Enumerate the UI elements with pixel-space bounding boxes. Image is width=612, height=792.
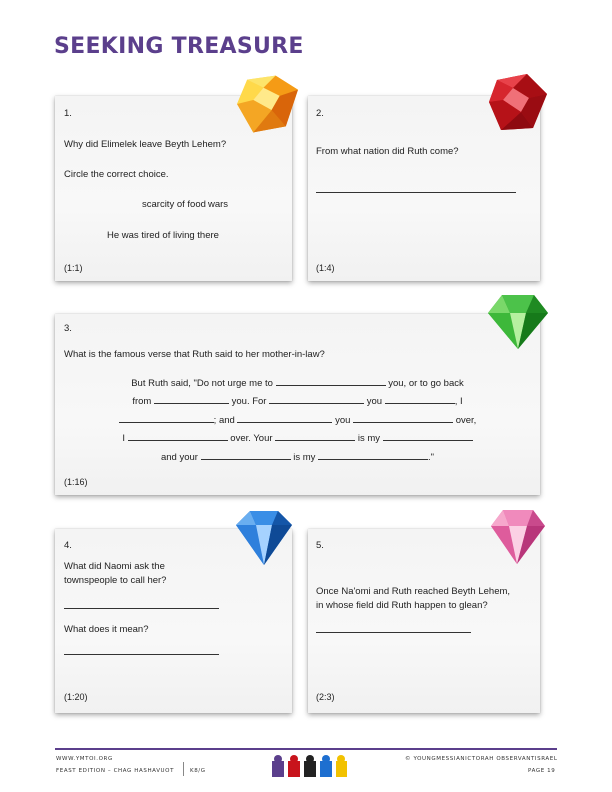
scripture-reference: (1:1)	[64, 263, 83, 273]
answer-line[interactable]	[64, 654, 219, 655]
answer-blank[interactable]	[154, 395, 229, 404]
answer-line[interactable]	[316, 632, 471, 633]
verse-line-4	[55, 432, 540, 445]
question-text: Why did Elimelek leave Beyth Lehem?	[64, 139, 227, 150]
verse-text: ."	[428, 452, 435, 463]
verse-text: I	[122, 433, 125, 444]
page-title: SEEKING TREASURE	[54, 34, 304, 59]
pink-gem-icon	[487, 506, 549, 568]
answer-blank[interactable]	[353, 414, 453, 423]
verse-text: over,	[455, 415, 477, 426]
answer-line[interactable]	[64, 608, 219, 609]
footer-divider	[55, 748, 557, 750]
answer-blank[interactable]	[128, 432, 228, 441]
blue-gem-icon	[232, 507, 296, 569]
answer-blank[interactable]	[201, 451, 291, 460]
scripture-reference: (1:4)	[316, 263, 335, 273]
verse-line-1	[55, 377, 540, 390]
verse-text: is my	[293, 452, 316, 463]
verse-line-2	[55, 395, 540, 408]
verse-line-3	[55, 414, 540, 427]
answer-blank[interactable]	[383, 432, 473, 441]
question-number: 1.	[64, 108, 72, 119]
verse-text: But Ruth said, "Do not urge me to	[131, 378, 273, 389]
choice-scarcity-of-food[interactable]: scarcity of food	[142, 199, 206, 210]
logo-icon	[268, 753, 350, 779]
page-number: PAGE 19	[528, 768, 556, 774]
red-gem-icon	[487, 72, 549, 134]
footer-edition: FEAST EDITION – CHAG HASHAVUOT	[56, 768, 175, 774]
verse-text: and your	[160, 452, 198, 463]
question-text-line-2: townspeople to call her?	[64, 575, 167, 586]
answer-blank[interactable]	[269, 395, 364, 404]
verse-text: you	[366, 396, 383, 407]
verse-text: , I	[454, 396, 463, 407]
answer-blank[interactable]	[385, 395, 455, 404]
verse-text: over. Your	[230, 433, 273, 444]
footer-website-link[interactable]: WWW.YMTOI.ORG	[56, 756, 113, 762]
verse-text: from	[132, 396, 152, 407]
verse-text: ; and	[213, 415, 235, 426]
question-text: From what nation did Ruth come?	[316, 146, 459, 157]
question-text: What is the famous verse that Ruth said to her mother-in-law?	[64, 349, 325, 360]
answer-blank[interactable]	[276, 377, 386, 386]
instruction-text: Circle the correct choice.	[64, 169, 169, 180]
footer-copyright: © YOUNGMESSIANICTORAH OBSERVANTISRAEL	[405, 756, 558, 762]
footer-separator	[183, 762, 184, 776]
choice-wars[interactable]: wars	[208, 199, 229, 210]
question-number: 2.	[316, 108, 324, 119]
question-text-line-2: in whose field did Ruth happen to glean?	[316, 600, 488, 611]
choice-tired-of-living[interactable]: He was tired of living there	[107, 230, 219, 241]
verse-text: you, or to go back	[388, 378, 464, 389]
verse-text: is my	[357, 433, 380, 444]
answer-blank[interactable]	[318, 451, 428, 460]
answer-line[interactable]	[316, 192, 516, 193]
verse-line-5	[55, 451, 540, 464]
question-number: 4.	[64, 540, 72, 551]
green-gem-icon	[484, 291, 552, 351]
question-number: 5.	[316, 540, 324, 551]
scripture-reference: (2:3)	[316, 692, 335, 702]
footer-grade: K8/G	[190, 768, 206, 774]
verse-text: you	[335, 415, 351, 426]
yellow-gem-icon	[235, 73, 300, 135]
answer-blank[interactable]	[119, 414, 214, 423]
answer-blank[interactable]	[237, 414, 332, 423]
scripture-reference: (1:16)	[64, 477, 88, 487]
scripture-reference: (1:20)	[64, 692, 88, 702]
verse-text: you. For	[231, 396, 267, 407]
question-text-line-1: What did Naomi ask the	[64, 561, 165, 572]
question-text-line-1: Once Na'omi and Ruth reached Beyth Lehem,	[316, 586, 511, 597]
answer-blank[interactable]	[275, 432, 355, 441]
question-card-3	[55, 314, 540, 495]
question-text-2: What does it mean?	[64, 624, 149, 635]
question-number: 3.	[64, 323, 72, 334]
